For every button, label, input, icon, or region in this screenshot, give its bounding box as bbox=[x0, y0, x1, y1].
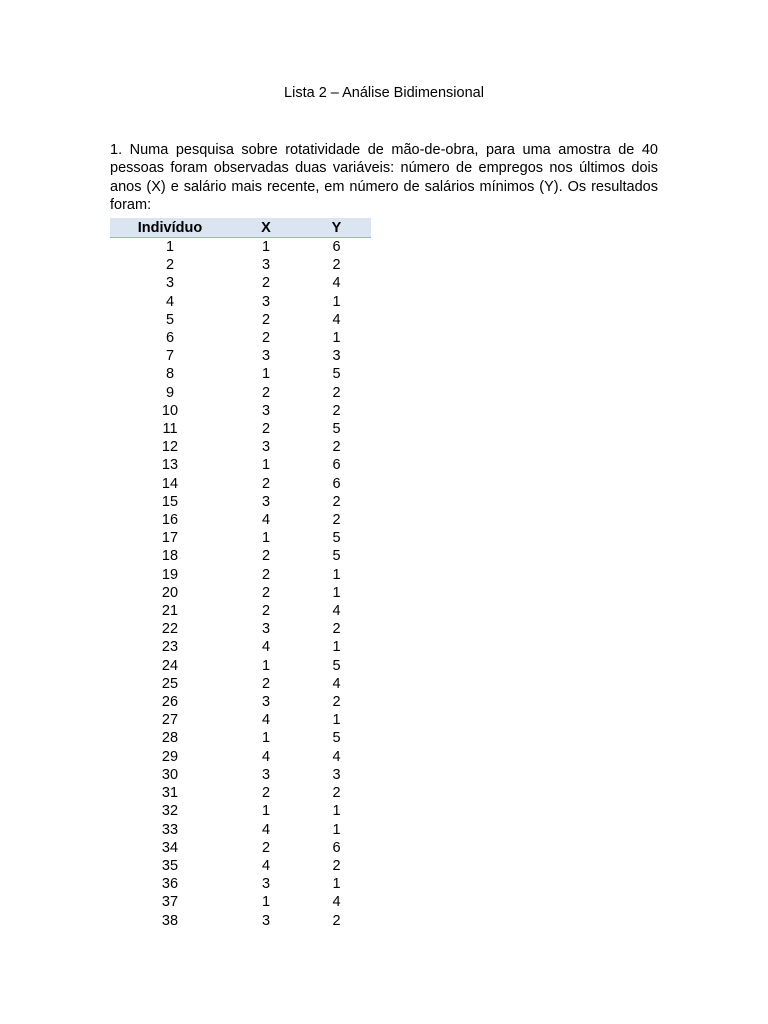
cell-x: 4 bbox=[261, 712, 271, 729]
table-row bbox=[110, 602, 371, 620]
cell-x: 4 bbox=[261, 512, 271, 529]
cell-x: 2 bbox=[261, 475, 271, 492]
table-row bbox=[110, 529, 371, 547]
header-y: Y bbox=[302, 218, 371, 238]
cell-x: 4 bbox=[261, 748, 271, 765]
table-row bbox=[110, 766, 371, 784]
cell-x: 3 bbox=[261, 293, 271, 310]
cell-x: 3 bbox=[261, 694, 271, 711]
cell-y: 1 bbox=[332, 821, 341, 838]
table-body bbox=[110, 238, 371, 930]
cell-y: 5 bbox=[332, 366, 341, 383]
table-row bbox=[110, 238, 371, 257]
cell-individuo: 24 bbox=[161, 657, 179, 674]
table-row bbox=[110, 456, 371, 474]
cell-y: 1 bbox=[332, 330, 341, 347]
table-row bbox=[110, 912, 371, 930]
cell-y: 5 bbox=[332, 657, 341, 674]
cell-x: 3 bbox=[261, 493, 271, 510]
cell-individuo: 17 bbox=[161, 530, 179, 547]
cell-x: 3 bbox=[261, 257, 271, 274]
header-x: X bbox=[230, 218, 302, 238]
table-row bbox=[110, 584, 371, 602]
cell-y: 5 bbox=[332, 730, 341, 747]
cell-x: 3 bbox=[261, 876, 271, 893]
cell-y: 6 bbox=[332, 475, 341, 492]
cell-individuo: 31 bbox=[161, 785, 179, 802]
cell-x: 1 bbox=[261, 657, 271, 674]
table-header-row bbox=[110, 218, 371, 238]
table-row bbox=[110, 657, 371, 675]
cell-individuo: 23 bbox=[161, 639, 179, 656]
cell-x: 2 bbox=[261, 330, 271, 347]
cell-y: 2 bbox=[332, 439, 341, 456]
table-row bbox=[110, 784, 371, 802]
cell-individuo: 5 bbox=[165, 311, 175, 328]
cell-x: 4 bbox=[261, 857, 271, 874]
cell-individuo: 6 bbox=[165, 330, 175, 347]
cell-individuo: 18 bbox=[161, 548, 179, 565]
cell-y: 4 bbox=[332, 748, 341, 765]
table-row bbox=[110, 893, 371, 911]
cell-x: 4 bbox=[261, 821, 271, 838]
cell-individuo: 3 bbox=[165, 275, 175, 292]
cell-y: 2 bbox=[332, 785, 341, 802]
cell-x: 1 bbox=[261, 803, 271, 820]
table-row bbox=[110, 875, 371, 893]
table-row bbox=[110, 511, 371, 529]
table-row bbox=[110, 438, 371, 456]
cell-individuo: 30 bbox=[161, 766, 179, 783]
table-row bbox=[110, 821, 371, 839]
table-row bbox=[110, 857, 371, 875]
cell-y: 4 bbox=[332, 311, 341, 328]
cell-y: 1 bbox=[332, 566, 341, 583]
cell-individuo: 7 bbox=[165, 348, 175, 365]
document-title: Lista 2 – Análise Bidimensional bbox=[284, 85, 484, 101]
cell-x: 3 bbox=[261, 439, 271, 456]
cell-x: 1 bbox=[261, 894, 271, 911]
cell-y: 2 bbox=[332, 402, 341, 419]
cell-x: 3 bbox=[261, 766, 271, 783]
cell-individuo: 9 bbox=[165, 384, 175, 401]
cell-individuo: 20 bbox=[161, 584, 179, 601]
cell-individuo: 36 bbox=[161, 876, 179, 893]
cell-y: 2 bbox=[332, 621, 341, 638]
cell-x: 1 bbox=[261, 730, 271, 747]
table-row bbox=[110, 420, 371, 438]
cell-individuo: 15 bbox=[161, 493, 179, 510]
table-row bbox=[110, 475, 371, 493]
cell-individuo: 32 bbox=[161, 803, 179, 820]
table-row bbox=[110, 311, 371, 329]
cell-y: 1 bbox=[332, 639, 341, 656]
cell-individuo: 12 bbox=[161, 439, 179, 456]
cell-individuo: 21 bbox=[161, 603, 179, 620]
cell-individuo: 10 bbox=[161, 402, 179, 419]
cell-y: 6 bbox=[332, 457, 341, 474]
table-row bbox=[110, 711, 371, 729]
table-row bbox=[110, 839, 371, 857]
cell-individuo: 14 bbox=[161, 475, 179, 492]
table-row bbox=[110, 566, 371, 584]
table-row bbox=[110, 402, 371, 420]
data-table bbox=[110, 218, 371, 930]
cell-y: 2 bbox=[332, 912, 341, 929]
cell-individuo: 38 bbox=[161, 912, 179, 929]
table-row bbox=[110, 675, 371, 693]
cell-x: 3 bbox=[261, 621, 271, 638]
cell-y: 2 bbox=[332, 857, 341, 874]
cell-individuo: 11 bbox=[162, 421, 178, 438]
cell-y: 2 bbox=[332, 257, 341, 274]
cell-x: 2 bbox=[261, 384, 271, 401]
cell-x: 2 bbox=[261, 421, 271, 438]
cell-x: 2 bbox=[261, 566, 271, 583]
cell-y: 3 bbox=[332, 766, 341, 783]
table-row bbox=[110, 256, 371, 274]
table-row bbox=[110, 493, 371, 511]
cell-individuo: 27 bbox=[161, 712, 179, 729]
cell-individuo: 22 bbox=[161, 621, 179, 638]
cell-x: 2 bbox=[261, 275, 271, 292]
cell-x: 2 bbox=[261, 603, 271, 620]
cell-individuo: 29 bbox=[161, 748, 179, 765]
cell-individuo: 35 bbox=[161, 857, 179, 874]
cell-y: 1 bbox=[332, 876, 341, 893]
cell-individuo: 37 bbox=[161, 894, 179, 911]
table-row bbox=[110, 347, 371, 365]
cell-y: 1 bbox=[332, 712, 341, 729]
cell-x: 1 bbox=[261, 366, 271, 383]
cell-y: 4 bbox=[332, 603, 341, 620]
cell-x: 2 bbox=[261, 548, 271, 565]
cell-x: 3 bbox=[261, 402, 271, 419]
cell-individuo: 13 bbox=[161, 457, 179, 474]
cell-individuo: 8 bbox=[165, 366, 175, 383]
table-row bbox=[110, 620, 371, 638]
table-row bbox=[110, 274, 371, 292]
cell-x: 1 bbox=[261, 239, 271, 255]
cell-x: 2 bbox=[261, 675, 271, 692]
cell-x: 1 bbox=[261, 530, 271, 547]
cell-x: 4 bbox=[261, 639, 271, 656]
table-row bbox=[110, 365, 371, 383]
cell-x: 3 bbox=[261, 348, 271, 365]
header-individuo: Indivíduo bbox=[110, 218, 230, 238]
table-row bbox=[110, 384, 371, 402]
cell-x: 2 bbox=[261, 311, 271, 328]
table-row bbox=[110, 802, 371, 820]
cell-individuo: 26 bbox=[161, 694, 179, 711]
cell-y: 3 bbox=[332, 348, 341, 365]
cell-individuo: 19 bbox=[161, 566, 179, 583]
cell-y: 2 bbox=[332, 694, 341, 711]
table-row bbox=[110, 748, 371, 766]
table-row bbox=[110, 293, 371, 311]
cell-y: 1 bbox=[332, 803, 341, 820]
cell-y: 2 bbox=[332, 512, 341, 529]
table-row bbox=[110, 729, 371, 747]
cell-x: 2 bbox=[261, 584, 271, 601]
cell-x: 2 bbox=[261, 839, 271, 856]
cell-individuo: 16 bbox=[161, 512, 179, 529]
cell-y: 4 bbox=[332, 894, 341, 911]
cell-individuo: 1 bbox=[165, 239, 175, 255]
table-row bbox=[110, 547, 371, 565]
cell-y: 5 bbox=[332, 421, 341, 438]
table-header bbox=[110, 218, 371, 238]
question-1-text: 1. Numa pesquisa sobre rotatividade de mão-de-obra, para uma amostra de 40 pessoas foram observadas duas variáveis: número de empregos nos últimos dois anos (X) e salário mais recente, em número de salários mínimos (Y). Os resultados foram: bbox=[110, 142, 658, 213]
table-row bbox=[110, 693, 371, 711]
cell-individuo: 34 bbox=[161, 839, 179, 856]
table-row bbox=[110, 638, 371, 656]
cell-y: 1 bbox=[332, 584, 341, 601]
cell-x: 3 bbox=[261, 912, 271, 929]
cell-y: 2 bbox=[332, 384, 341, 401]
cell-y: 4 bbox=[332, 675, 341, 692]
cell-x: 2 bbox=[261, 785, 271, 802]
cell-individuo: 4 bbox=[165, 293, 175, 310]
cell-individuo: 28 bbox=[161, 730, 179, 747]
cell-y: 5 bbox=[332, 530, 341, 547]
cell-individuo: 25 bbox=[161, 675, 179, 692]
cell-y: 1 bbox=[332, 293, 341, 310]
cell-y: 6 bbox=[332, 239, 341, 255]
cell-y: 4 bbox=[332, 275, 341, 292]
cell-y: 5 bbox=[332, 548, 341, 565]
cell-individuo: 33 bbox=[161, 821, 179, 838]
cell-x: 1 bbox=[261, 457, 271, 474]
cell-y: 6 bbox=[332, 839, 341, 856]
table-row bbox=[110, 329, 371, 347]
cell-y: 2 bbox=[332, 493, 341, 510]
cell-individuo: 2 bbox=[165, 257, 175, 274]
